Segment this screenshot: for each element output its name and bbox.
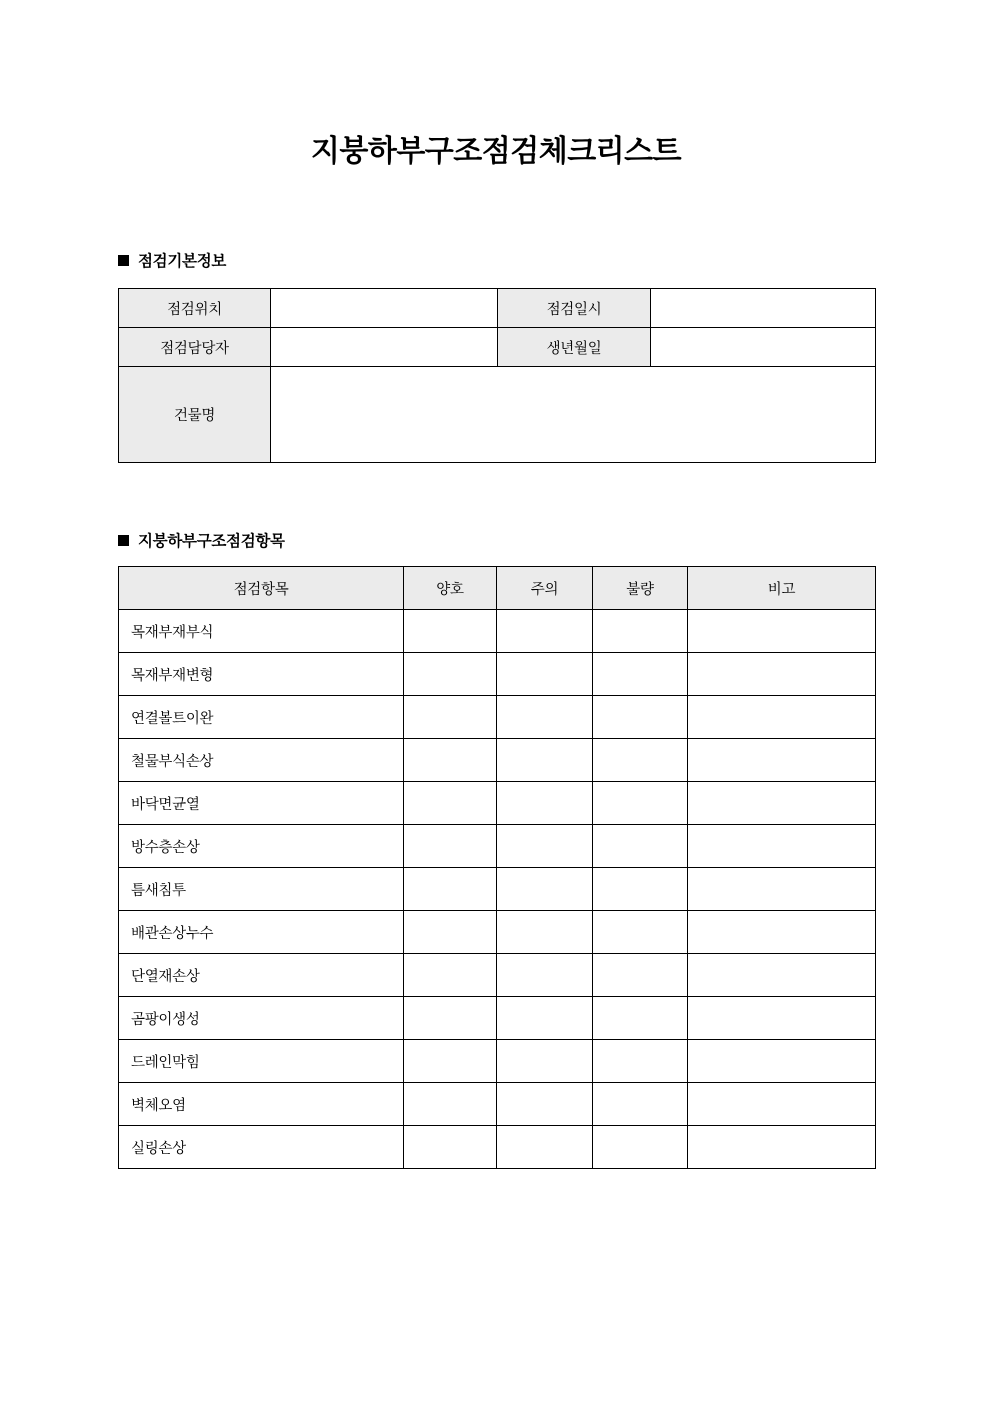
square-bullet-icon	[118, 255, 129, 266]
checkbox-cell-bad[interactable]	[593, 1083, 688, 1126]
remark-cell[interactable]	[688, 997, 876, 1040]
inspection-item-label: 곰팡이생성	[119, 997, 404, 1040]
checkbox-cell-bad[interactable]	[593, 782, 688, 825]
label-inspection-location: 점검위치	[119, 289, 271, 328]
remark-cell[interactable]	[688, 911, 876, 954]
table-row	[119, 289, 876, 328]
remark-cell[interactable]	[688, 954, 876, 997]
table-header-row	[119, 567, 876, 610]
table-row	[119, 1040, 876, 1083]
checkbox-cell-bad[interactable]	[593, 610, 688, 653]
checkbox-cell-bad[interactable]	[593, 868, 688, 911]
checkbox-cell-good[interactable]	[404, 1083, 497, 1126]
checkbox-cell-caution[interactable]	[497, 1083, 593, 1126]
table-row	[119, 782, 876, 825]
column-header-good: 양호	[404, 567, 497, 610]
checkbox-cell-caution[interactable]	[497, 610, 593, 653]
remark-cell[interactable]	[688, 782, 876, 825]
field-inspector[interactable]	[271, 328, 498, 367]
checkbox-cell-good[interactable]	[404, 954, 497, 997]
table-row	[119, 868, 876, 911]
table-row	[119, 367, 876, 463]
table-row	[119, 825, 876, 868]
checkbox-cell-caution[interactable]	[497, 954, 593, 997]
checkbox-cell-caution[interactable]	[497, 997, 593, 1040]
checkbox-cell-bad[interactable]	[593, 1126, 688, 1169]
remark-cell[interactable]	[688, 1083, 876, 1126]
inspection-item-label: 목재부재부식	[119, 610, 404, 653]
checkbox-cell-good[interactable]	[404, 653, 497, 696]
checkbox-cell-good[interactable]	[404, 739, 497, 782]
checkbox-cell-bad[interactable]	[593, 653, 688, 696]
checkbox-cell-good[interactable]	[404, 1126, 497, 1169]
table-row	[119, 328, 876, 367]
checkbox-cell-good[interactable]	[404, 1040, 497, 1083]
table-row	[119, 954, 876, 997]
checkbox-cell-bad[interactable]	[593, 739, 688, 782]
label-building-name: 건물명	[119, 367, 271, 463]
checkbox-cell-caution[interactable]	[497, 825, 593, 868]
remark-cell[interactable]	[688, 1126, 876, 1169]
label-inspector: 점검담당자	[119, 328, 271, 367]
remark-cell[interactable]	[688, 825, 876, 868]
inspection-item-label: 드레인막힘	[119, 1040, 404, 1083]
checkbox-cell-good[interactable]	[404, 825, 497, 868]
inspection-item-label: 실링손상	[119, 1126, 404, 1169]
checkbox-cell-bad[interactable]	[593, 911, 688, 954]
table-row	[119, 696, 876, 739]
inspection-item-label: 틈새침투	[119, 868, 404, 911]
table-row	[119, 997, 876, 1040]
label-inspection-datetime: 점검일시	[498, 289, 651, 328]
remark-cell[interactable]	[688, 1040, 876, 1083]
inspection-item-label: 방수층손상	[119, 825, 404, 868]
checkbox-cell-bad[interactable]	[593, 825, 688, 868]
checkbox-cell-caution[interactable]	[497, 868, 593, 911]
checkbox-cell-good[interactable]	[404, 997, 497, 1040]
checkbox-cell-caution[interactable]	[497, 1126, 593, 1169]
checkbox-cell-bad[interactable]	[593, 1040, 688, 1083]
section-heading-inspection-items	[118, 529, 285, 551]
remark-cell[interactable]	[688, 696, 876, 739]
checkbox-cell-good[interactable]	[404, 868, 497, 911]
remark-cell[interactable]	[688, 739, 876, 782]
inspection-item-label: 단열재손상	[119, 954, 404, 997]
checkbox-cell-caution[interactable]	[497, 739, 593, 782]
table-row	[119, 1126, 876, 1169]
column-header-caution: 주의	[497, 567, 593, 610]
basic-info-table	[118, 288, 876, 463]
checkbox-cell-caution[interactable]	[497, 911, 593, 954]
checkbox-cell-caution[interactable]	[497, 782, 593, 825]
field-building-name[interactable]	[271, 367, 876, 463]
column-header-item: 점검항목	[119, 567, 404, 610]
column-header-remark: 비고	[688, 567, 876, 610]
section-heading-basic-info	[118, 249, 226, 271]
table-row	[119, 1083, 876, 1126]
checkbox-cell-bad[interactable]	[593, 696, 688, 739]
section-heading-basic-info-label: 점검기본정보	[138, 252, 227, 270]
remark-cell[interactable]	[688, 610, 876, 653]
inspection-item-label: 목재부재변형	[119, 653, 404, 696]
table-row	[119, 911, 876, 954]
page-title: 지붕하부구조점검체크리스트	[310, 134, 682, 169]
inspection-item-label: 철물부식손상	[119, 739, 404, 782]
inspection-item-label: 바닥면균열	[119, 782, 404, 825]
inspection-items-table	[118, 566, 876, 1169]
remark-cell[interactable]	[688, 868, 876, 911]
table-row	[119, 739, 876, 782]
checkbox-cell-caution[interactable]	[497, 653, 593, 696]
field-birthdate[interactable]	[651, 328, 876, 367]
inspection-item-label: 배관손상누수	[119, 911, 404, 954]
square-bullet-icon	[118, 535, 129, 546]
field-inspection-location[interactable]	[271, 289, 498, 328]
label-birthdate: 생년월일	[498, 328, 651, 367]
checkbox-cell-good[interactable]	[404, 696, 497, 739]
checkbox-cell-good[interactable]	[404, 610, 497, 653]
inspection-item-label: 연결볼트이완	[119, 696, 404, 739]
section-heading-inspection-items-label: 지붕하부구조점검항목	[138, 532, 285, 550]
checkbox-cell-caution[interactable]	[497, 1040, 593, 1083]
field-inspection-datetime[interactable]	[651, 289, 876, 328]
remark-cell[interactable]	[688, 653, 876, 696]
checkbox-cell-bad[interactable]	[593, 954, 688, 997]
inspection-item-label: 벽체오염	[119, 1083, 404, 1126]
checkbox-cell-good[interactable]	[404, 911, 497, 954]
checkbox-cell-good[interactable]	[404, 782, 497, 825]
table-row	[119, 653, 876, 696]
column-header-bad: 불량	[593, 567, 688, 610]
checkbox-cell-bad[interactable]	[593, 997, 688, 1040]
checkbox-cell-caution[interactable]	[497, 696, 593, 739]
table-row	[119, 610, 876, 653]
